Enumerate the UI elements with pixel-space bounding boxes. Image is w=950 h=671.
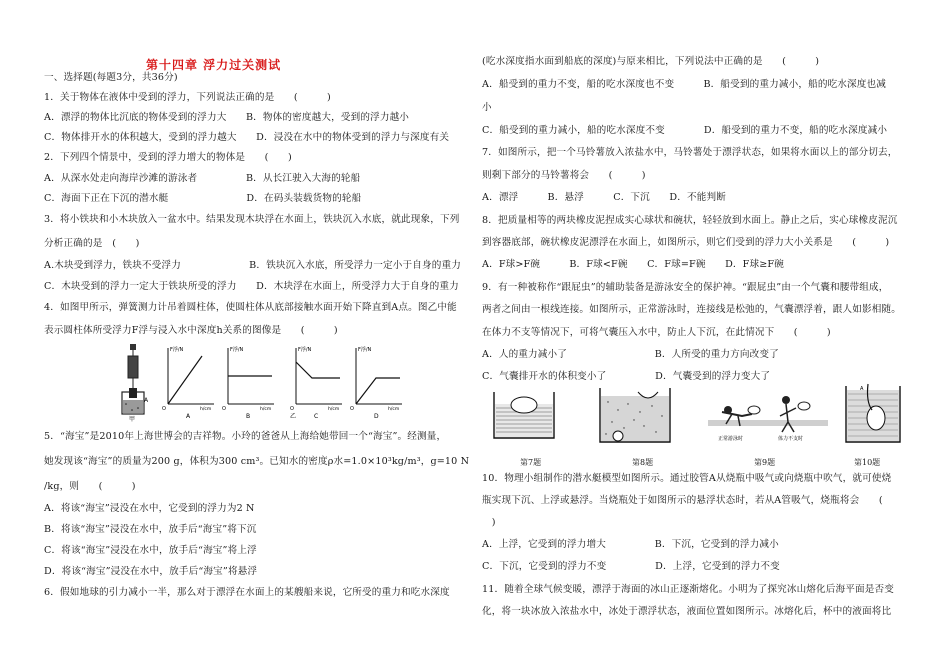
q4-stem: 4．如图甲所示，弹簧测力计吊着圆柱体，使圆柱体从底部接触水面开始下降直到A点。图乙中能 <box>44 302 457 313</box>
q11-stem-cont: 化，将一块冰放入浓盐水中，冰处于漂浮状态，液面位置如图所示。冰熔化后，杯中的液面将比 <box>482 606 892 617</box>
q3-options-cd: C．木块受到的浮力一定大于铁块所受的浮力 D．木块浮在水面上，所受浮力大于自身的重力 <box>44 281 459 292</box>
svg-text:A: A <box>860 386 864 392</box>
graph-c-yaxis: F浮/N <box>298 347 312 353</box>
q10-stem-cont2: ) <box>482 517 496 528</box>
fig10-tank <box>846 384 900 442</box>
q4-stem-cont: 表示圆柱体所受浮力F浮与浸入水中深度h关系的图像是 ( ) <box>44 325 338 336</box>
graph-b-yaxis: F浮/N <box>230 347 244 353</box>
q5-option-c: C．将该“海宝”浸没在水中，放手后“海宝”将上浮 <box>44 545 257 556</box>
graph-d-origin: O <box>350 406 354 412</box>
q9-stem: 9．有一种被称作“跟屁虫”的辅助装备是游泳安全的保护神。“跟屁虫”由一个气囊和腰带组成， <box>482 282 889 293</box>
page-title: 第十四章 浮力过关测试 <box>146 58 282 72</box>
q6-stem: 6．假如地球的引力减小一半，那么对于漂浮在水面上的某艘船来说，它所受的重力和吃水深度 <box>44 587 450 598</box>
q10-stem: 10．物理小组制作的潜水艇模型如图所示。通过胶管A从烧瓶中吸气或向烧瓶中吹气，就可使烧 <box>482 473 892 484</box>
q5-stem: 5．“海宝”是2010年上海世博会的吉祥物。小玲的爸爸从上海给她带回一个“海宝”。经测量， <box>44 431 447 442</box>
q5-stem-cont2: /kg，则 ( ) <box>44 481 136 492</box>
q9-stem-cont: 两者之间由一根线连接。如图所示，正常游泳时，连接线是松弛的，气囊漂浮着，跟人如影相随。 <box>482 304 901 315</box>
q8-stem-cont: 到容器底部，碗状橡皮泥漂浮在水面上，如图所示，则它们受到的浮力大小关系是 ( ) <box>482 237 890 248</box>
graph-a-label: A <box>186 413 191 420</box>
q8-options: A．F球>F碗 B．F球<F碗 C．F球=F碗 D．F球≥F碗 <box>482 259 784 270</box>
q1-options-cd: C．物体排开水的体积越大，受到的浮力越大 D．浸没在水中的物体受到的浮力与深度有关 <box>44 132 450 143</box>
graph-a <box>162 346 214 420</box>
q10-options-ab: A．上浮，它受到的浮力增大 B．下沉，它受到的浮力减小 <box>482 539 779 550</box>
fig7-beaker <box>494 392 554 438</box>
q3-options-ab: A.木块受到浮力，铁块不受浮力 B．铁块沉入水底，所受浮力一定小于自身的重力 <box>44 260 461 271</box>
graph-b-origin: O <box>222 406 226 412</box>
q5-option-a: A．将该“海宝”浸没在水中，它受到的浮力为2 N <box>44 503 255 514</box>
graph-b-label: B <box>246 413 251 420</box>
graph-b-xaxis: h/cm <box>260 407 272 412</box>
q2-options-ab: A．从深水处走向海岸沙滩的游泳者 B．从长江驶入大海的轮船 <box>44 173 361 184</box>
q8-stem: 8．把质量相等的两块橡皮泥捏成实心球状和碗状，轻轻放到水面上。静止之后，实心球橡皮泥沉 <box>482 215 898 226</box>
q6-options-cd: C．船受到的重力减小，船的吃水深度不变 D．船受到的重力不变，船的吃水深度减小 <box>482 125 888 136</box>
fig10-caption: 第10题 <box>854 458 881 467</box>
q7-stem: 7．如图所示，把一个马铃薯放入浓盐水中，马铃薯处于漂浮状态，如果将水面以上的部分切去， <box>482 147 898 158</box>
fig9-left-caption: 正常游泳时 <box>718 436 744 442</box>
fig8-container <box>600 388 670 442</box>
fig9-swimmers <box>708 396 828 442</box>
graph-a-xaxis: h/cm <box>200 407 212 412</box>
graph-c-label: C <box>314 413 319 420</box>
fig9-right-caption: 体力不支时 <box>778 436 804 442</box>
graph-d-xaxis: h/cm <box>388 407 400 412</box>
fig4-left-label: 甲 <box>129 416 136 422</box>
svg-text:A: A <box>144 397 149 404</box>
q5-option-d: D．将该“海宝”浸没在水中，放手后“海宝”将悬浮 <box>44 566 258 577</box>
q10-stem-cont: 瓶实现下沉、上浮或悬浮。当烧瓶处于如图所示的悬浮状态时，若从A管吸气，烧瓶将会 ( <box>482 495 883 506</box>
graph-c-origin: O <box>290 406 294 412</box>
q2-options-cd: C．海面下正在下沉的潜水艇 D．在码头装载货物的轮船 <box>44 193 362 204</box>
q1-stem: 1．关于物体在液体中受到的浮力，下列说法正确的是 ( ) <box>44 92 331 103</box>
q3-stem-cont: 分析正确的是 ( ) <box>44 238 140 249</box>
graph-d-label: D <box>374 413 379 420</box>
q7-q10-figures <box>482 382 912 452</box>
spring-scale-apparatus <box>122 344 149 414</box>
q2-stem: 2．下列四个情景中，受到的浮力增大的物体是 ( ) <box>44 152 292 163</box>
q4-figure-svg <box>114 342 414 422</box>
q3-stem: 3．将小铁块和小木块放入一盆水中。结果发现木块浮在水面上，铁块沉入水底，就此现象，下列 <box>44 214 460 225</box>
fig8-caption: 第8题 <box>632 458 654 467</box>
q5-option-b: B．将该“海宝”浸没在水中，放手后“海宝”将下沉 <box>44 524 257 535</box>
q9-options-cd: C．气囊排开水的体积变小了 D．气囊受到的浮力变大了 <box>482 371 771 382</box>
q6-stem-cont: (吃水深度指水面到船底的深度)与原来相比，下列说法中正确的是 ( ) <box>482 56 820 67</box>
section-heading: 一、选择题(每题3分，共36分) <box>44 72 178 83</box>
q10-options-cd: C．下沉，它受到的浮力不变 D．上浮，它受到的浮力不变 <box>482 561 780 572</box>
fig4-mid-label: 乙 <box>290 413 297 420</box>
q4-figure <box>114 342 414 422</box>
q9-stem-cont2: 在体力不支等情况下，可将气囊压入水中，防止人下沉，在此情况下 ( ) <box>482 327 831 338</box>
fig7-caption: 第7题 <box>520 458 542 467</box>
q7-options: A．漂浮 B．悬浮 C．下沉 D．不能判断 <box>482 192 726 203</box>
graph-c <box>290 346 342 420</box>
fig9-caption: 第9题 <box>754 458 776 467</box>
graph-d-yaxis: F浮/N <box>358 347 372 353</box>
graph-b <box>222 346 274 420</box>
q9-options-ab: A．人的重力减小了 B．人所受的重力方向改变了 <box>482 349 779 360</box>
q6-options-ab: A．船受到的重力不变，船的吃水深度也不变 B．船受到的重力减小，船的吃水深度也减 <box>482 79 887 90</box>
figures-svg <box>482 382 912 452</box>
graph-a-origin: O <box>162 406 166 412</box>
q1-options-ab: A．漂浮的物体比沉底的物体受到的浮力大 B．物体的密度越大，受到的浮力越小 <box>44 112 410 123</box>
graph-a-yaxis: F浮/N <box>170 347 184 353</box>
graph-c-xaxis: h/cm <box>328 407 340 412</box>
q5-stem-cont: 她发现该“海宝”的质量为200 g，体积为300 cm³。已知水的密度ρ水=1.0×10³kg/m³，g=10 N <box>44 456 470 467</box>
q11-stem: 11．随着全球气候变暖，漂浮于海面的冰山正逐渐熔化。小明为了探究冰山熔化后海平面是否变 <box>482 584 894 595</box>
q7-stem-cont: 则剩下部分的马铃薯将会 ( ) <box>482 170 646 181</box>
graph-d <box>350 346 402 420</box>
q6-options-ab-cont: 小 <box>482 102 492 113</box>
